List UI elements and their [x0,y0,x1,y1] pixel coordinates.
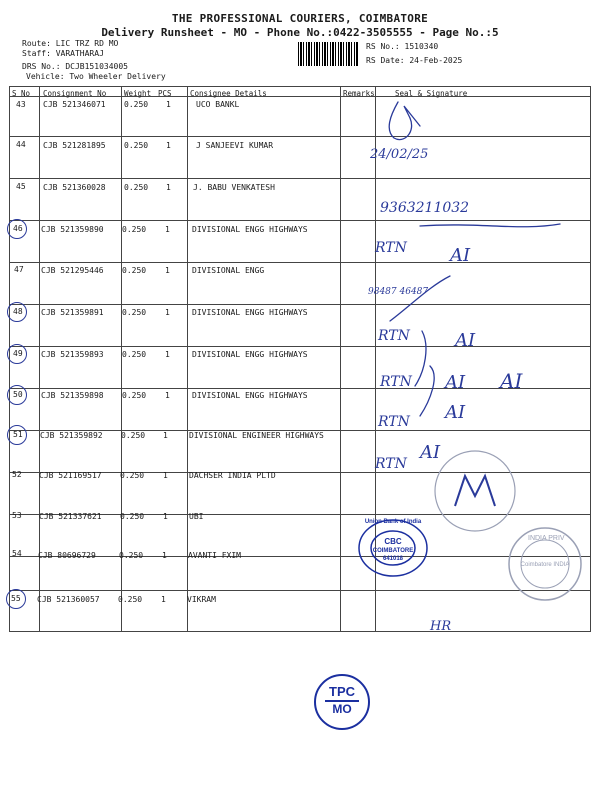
drs-text: DRS No.: DCJB151034005 [22,62,128,71]
row-consignee: DIVISIONAL ENGINEER HIGHWAYS [189,431,324,440]
rtn-mark: RTN [375,240,407,256]
col-sno: S No [12,89,31,98]
row-weight: 0.250 [124,141,149,150]
meta-left [22,39,166,82]
row-consignee: UCO BANKL [196,100,240,109]
row-pcs: 1 [165,308,170,317]
phone-note: 9363211032 [380,200,470,216]
runsheet-title: THE PROFESSIONAL COURIERS, COIMBATORE [171,12,429,25]
row-weight: 0.250 [122,350,147,359]
staff-text: Staff: VARATHARAJ [22,49,104,58]
rtn-mark: RTN [378,414,410,430]
vehicle-text: Vehicle: Two Wheeler Delivery [26,72,166,81]
row-weight: 0.250 [118,595,143,604]
ai-mark: AI [450,245,471,266]
row-pcs: 1 [165,350,170,359]
rtn-mark: RTN [380,374,412,390]
cbc-city-text: COIMBATORE [372,548,414,554]
meta-right [366,42,462,66]
row-sno: 44 [16,140,26,149]
col-weight: Weight [124,89,152,98]
row-weight: 0.250 [122,391,147,400]
col-consignment: Consignment No [43,89,107,98]
ai-mark: AI [445,402,466,423]
bank-seal-stamp [356,517,430,579]
row-sno: 55 [11,594,21,603]
ai-mark: AI [500,369,523,393]
row-pcs: 1 [161,595,166,604]
col-pcs: PCS [158,89,172,98]
row-consignment: CJB 80696729 [38,551,96,560]
col-consignee: Consignee Details [190,89,267,98]
signature-stroke [415,331,426,386]
row-pcs: 1 [165,225,170,234]
row-sno: 53 [12,511,22,520]
ai-mark: AI [445,372,466,393]
row-weight: 0.250 [122,308,147,317]
row-weight: 0.250 [124,100,149,109]
dachser-ring-text: INDIA PRIV [528,535,565,542]
row-consignee: AVANTI FXIM [188,551,241,560]
bank-ring-text: Union Bank of India [364,519,422,525]
row-consignee: J. BABU VENKATESH [193,183,275,192]
col-seal: Seal & Signature [395,89,468,98]
cbc-pin-text: 641018 [382,556,404,562]
rs-no-text: RS No.: 1510340 [366,42,439,51]
row-sno: 47 [14,265,24,274]
row-consignment: CJB 521169517 [39,471,102,480]
row-sno: 46 [13,224,23,233]
signature-stroke [420,224,560,227]
cbc-text: CBC [384,537,402,546]
row-sno: 51 [13,430,23,439]
hr-mark: HR [430,619,452,634]
row-sno: 52 [12,470,22,479]
row-weight: 0.250 [120,471,145,480]
row-consignment: CJB 521359893 [41,350,104,359]
row-pcs: 1 [163,431,168,440]
row-consignment: CJB 521359892 [40,431,103,440]
row-consignee: DIVISIONAL ENGG HIGHWAYS [192,391,308,400]
tpc-mo-stamp [314,674,370,730]
row-consignment: CJB 521360028 [43,183,106,192]
ai-mark: AI [420,442,441,463]
row-pcs: 1 [163,471,168,480]
row-consignment: CJB 521295446 [41,266,104,275]
dachser-stamp [435,451,515,531]
dachser-center-text: Coimbatore INDIA [520,562,570,568]
row-sno: 54 [12,549,22,558]
row-weight: 0.250 [122,266,147,275]
row-consignment: CJB 521337621 [39,512,102,521]
row-sno: 45 [16,182,26,191]
row-sno: 49 [13,349,23,358]
barcode-image [298,42,358,66]
col-remarks: Remarks [343,89,375,98]
signature-stroke [389,102,411,140]
row-pcs: 1 [165,391,170,400]
row-pcs: 1 [163,512,168,521]
row-consignment: CJB 521360057 [37,595,100,604]
date-note: 24/02/25 [370,147,429,162]
runsheet-subtitle: Delivery Runsheet - MO - Phone No.:0422-3505555 - Page No.:5 [101,26,499,39]
tpc-text: TPC [329,684,355,699]
row-consignee: DACHSER INDIA PLTD [189,471,276,480]
row-weight: 0.250 [120,512,145,521]
row-consignment: CJB 521359890 [41,225,104,234]
route-text: Route: LIC TRZ RD MO [22,39,119,48]
row-pcs: 1 [162,551,167,560]
ai-mark: AI [455,330,476,351]
phone-note-2: 98487 46487 [368,287,429,297]
mo-text: MO [332,702,352,716]
row-consignment: CJB 521281895 [43,141,106,150]
row-pcs: 1 [165,266,170,275]
rtn-mark: RTN [378,328,410,344]
row-consignee: DIVISIONAL ENGG HIGHWAYS [192,308,308,317]
row-consignee: UBI [189,512,204,521]
signature-stroke [420,366,434,416]
row-weight: 0.250 [124,183,149,192]
row-sno: 48 [13,307,23,316]
row-pcs: 1 [166,141,171,150]
row-consignee: VIKRAM [187,595,216,604]
row-sno: 50 [13,390,23,399]
signature-stroke [390,276,450,321]
rs-date-text: RS Date: 24-Feb-2025 [366,56,463,65]
row-consignee: DIVISIONAL ENGG HIGHWAYS [192,225,308,234]
row-consignee: DIVISIONAL ENGG [192,266,265,275]
row-consignee: DIVISIONAL ENGG HIGHWAYS [192,350,308,359]
row-consignment: CJB 521359891 [41,308,104,317]
row-sno: 43 [16,100,26,109]
rtn-mark: RTN [375,456,407,472]
row-weight: 0.250 [122,225,147,234]
row-pcs: 1 [166,100,171,109]
company-round-stamp [509,528,581,600]
row-consignment: CJB 521359898 [41,391,104,400]
row-consignment: CJB 521346071 [43,100,106,109]
row-weight: 0.250 [121,431,146,440]
row-pcs: 1 [166,183,171,192]
row-weight: 0.250 [119,551,144,560]
row-consignee: J SANJEEVI KUMAR [196,141,274,150]
